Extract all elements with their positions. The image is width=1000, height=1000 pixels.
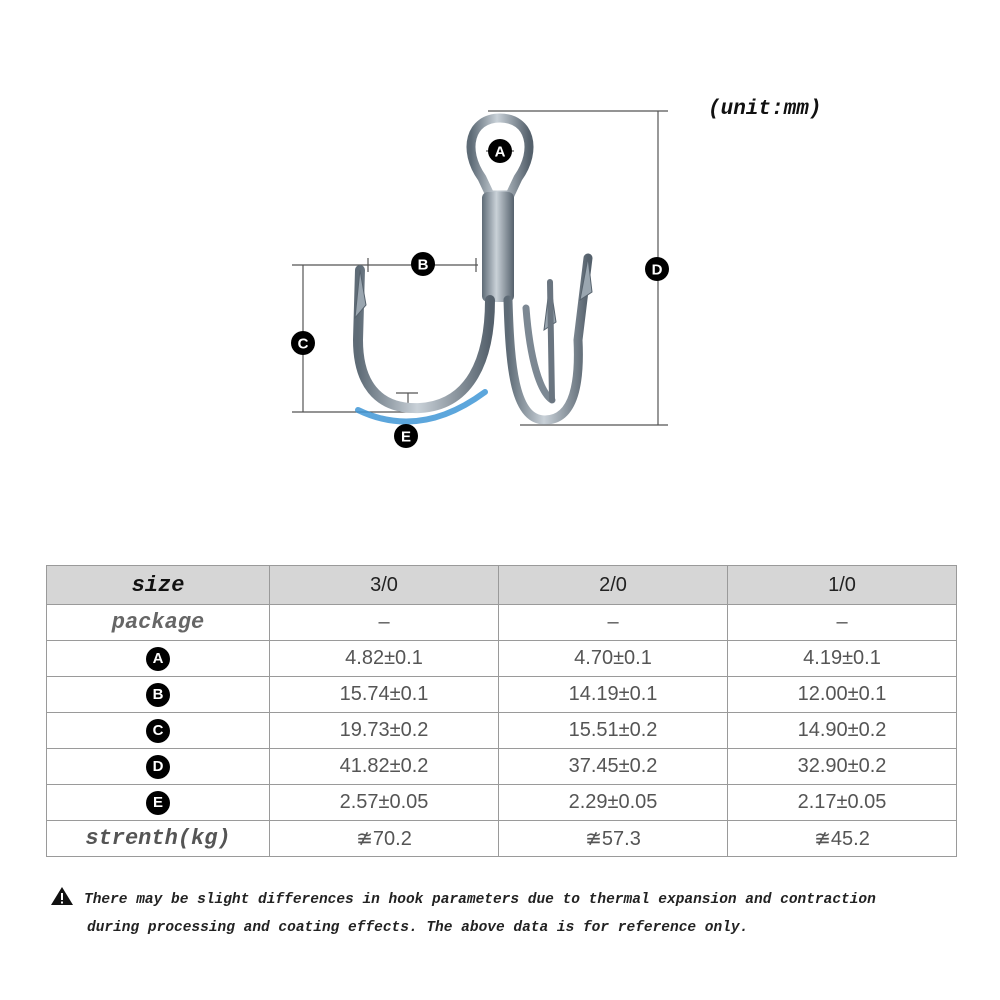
table-cell: – — [728, 605, 957, 641]
table-cell: ≇57.3 — [499, 821, 728, 857]
dimension-badge: D — [146, 755, 170, 779]
label-d — [645, 257, 669, 281]
table-cell: 41.82±0.2 — [270, 749, 499, 785]
table-cell: 2.57±0.05 — [270, 785, 499, 821]
table-cell: 4.70±0.1 — [499, 641, 728, 677]
table-row — [47, 749, 957, 785]
table-cell: 2.17±0.05 — [728, 785, 957, 821]
table-row — [47, 641, 957, 677]
unit-note: (unit:mm) — [708, 98, 822, 121]
label-b — [411, 252, 435, 276]
table-row — [47, 713, 957, 749]
table-cell: 4.82±0.1 — [270, 641, 499, 677]
dimension-badge: B — [146, 683, 170, 707]
table-cell: – — [270, 605, 499, 641]
size-label: size — [47, 566, 270, 605]
table-cell: 15.74±0.1 — [270, 677, 499, 713]
label-c — [291, 331, 315, 355]
size-cell: 3/0 — [270, 566, 499, 605]
label-e — [394, 424, 418, 448]
table-cell: 15.51±0.2 — [499, 713, 728, 749]
table-cell: 12.00±0.1 — [728, 677, 957, 713]
row-label-a — [47, 641, 270, 677]
table-row — [47, 785, 957, 821]
dimension-badge: C — [146, 719, 170, 743]
table-cell: 14.19±0.1 — [499, 677, 728, 713]
svg-text:A: A — [494, 143, 506, 161]
table-cell: 4.19±0.1 — [728, 641, 957, 677]
table-cell: 2.29±0.05 — [499, 785, 728, 821]
warning-icon — [50, 886, 74, 906]
table-header-row — [47, 566, 957, 605]
spec-table — [46, 565, 957, 857]
table-cell: 37.45±0.2 — [499, 749, 728, 785]
package-label: package — [47, 605, 270, 641]
table-cell: 32.90±0.2 — [728, 749, 957, 785]
table-row — [47, 677, 957, 713]
svg-text:D: D — [651, 261, 663, 279]
dimension-badge: E — [146, 791, 170, 815]
row-label-b — [47, 677, 270, 713]
table-cell: 19.73±0.2 — [270, 713, 499, 749]
svg-text:B: B — [417, 256, 429, 274]
svg-text:E: E — [400, 428, 412, 446]
label-a — [488, 139, 512, 163]
table-cell: – — [499, 605, 728, 641]
disclaimer — [50, 886, 960, 942]
row-label-e — [47, 785, 270, 821]
strength-label: strenth(kg) — [47, 821, 270, 857]
size-cell: 1/0 — [728, 566, 957, 605]
package-row — [47, 605, 957, 641]
dimension-c — [292, 265, 478, 412]
table-cell: ≇70.2 — [270, 821, 499, 857]
disclaimer-line-1: There may be slight differences in hook parameters due to thermal expansion and contraction — [84, 892, 876, 908]
size-cell: 2/0 — [499, 566, 728, 605]
dimension-badge: A — [146, 647, 170, 671]
disclaimer-line-2: during processing and coating effects. The above data is for reference only. — [87, 920, 749, 936]
table-cell: ≇45.2 — [728, 821, 957, 857]
row-label-c — [47, 713, 270, 749]
strength-row — [47, 821, 957, 857]
table-cell: 14.90±0.2 — [728, 713, 957, 749]
hook-body — [355, 118, 592, 420]
svg-text:C: C — [297, 335, 309, 353]
row-label-d — [47, 749, 270, 785]
